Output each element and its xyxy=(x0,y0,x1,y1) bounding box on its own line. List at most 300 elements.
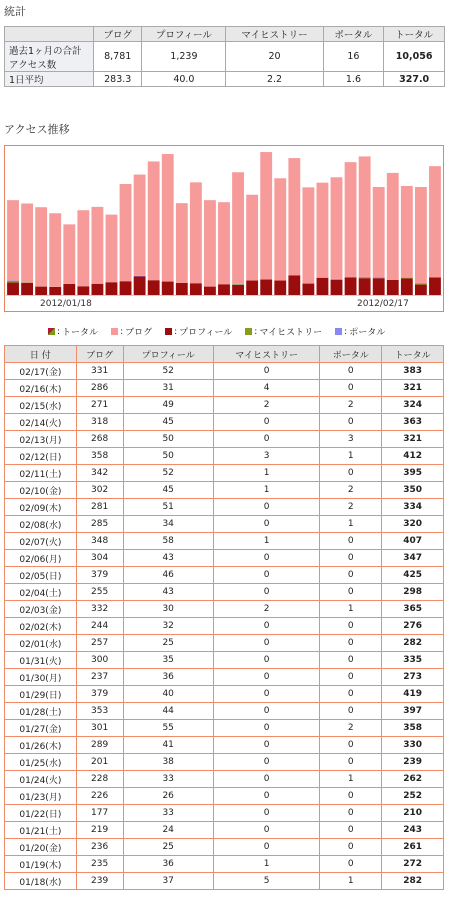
daily-access-table xyxy=(4,345,444,890)
cell-profile: 45 xyxy=(123,482,213,499)
bar-01/29-profile xyxy=(162,282,174,295)
bar-01/19-blog xyxy=(21,204,33,283)
table-row xyxy=(5,703,444,720)
cell-profile: 52 xyxy=(123,465,213,482)
legend-swatch-total xyxy=(48,328,55,335)
table-row xyxy=(5,618,444,635)
legend-text-profile: プロフィール xyxy=(179,328,233,338)
cell-total: 321 xyxy=(382,431,444,448)
cell-history: 1 xyxy=(213,533,320,550)
bar-01/29-blog xyxy=(162,154,174,281)
bar-02/12-profile xyxy=(359,278,371,295)
cell-date: 01/19(木) xyxy=(5,856,77,873)
cell-total: 419 xyxy=(382,686,444,703)
bar-02/03-history xyxy=(232,284,244,285)
cell-date: 01/30(月) xyxy=(5,669,77,686)
cell-profile: 46 xyxy=(123,567,213,584)
cell-history: 5 xyxy=(213,873,320,890)
cell-date: 02/09(木) xyxy=(5,499,77,516)
bar-01/18-profile xyxy=(7,283,19,295)
cell-blog: 281 xyxy=(76,499,123,516)
cell-date: 01/20(金) xyxy=(5,839,77,856)
summary-header-profile: プロフィール xyxy=(142,27,226,42)
bar-01/23-blog xyxy=(77,210,89,286)
cell-blog: 257 xyxy=(76,635,123,652)
cell-portal: 0 xyxy=(320,686,382,703)
cell-portal: 0 xyxy=(320,465,382,482)
table-row xyxy=(5,584,444,601)
table-row xyxy=(5,601,444,618)
cell-profile: 41 xyxy=(123,737,213,754)
table-row xyxy=(5,822,444,839)
cell-portal: 0 xyxy=(320,669,382,686)
cell-portal: 2 xyxy=(320,499,382,516)
summary-cell-profile: 40.0 xyxy=(142,72,226,87)
bar-01/18-blog xyxy=(7,200,19,280)
cell-date: 02/16(木) xyxy=(5,380,77,397)
cell-portal: 0 xyxy=(320,363,382,380)
cell-history: 0 xyxy=(213,737,320,754)
cell-profile: 38 xyxy=(123,754,213,771)
cell-history: 0 xyxy=(213,363,320,380)
cell-portal: 0 xyxy=(320,584,382,601)
cell-profile: 32 xyxy=(123,618,213,635)
bar-01/27-profile xyxy=(134,277,146,296)
cell-history: 0 xyxy=(213,584,320,601)
bar-01/20-blog xyxy=(35,207,47,286)
cell-blog: 228 xyxy=(76,771,123,788)
bar-02/09-profile xyxy=(317,278,329,295)
cell-portal: 1 xyxy=(320,873,382,890)
chart-title: アクセス推移 xyxy=(4,123,70,136)
cell-total: 210 xyxy=(382,805,444,822)
cell-date: 02/03(金) xyxy=(5,601,77,618)
cell-blog: 353 xyxy=(76,703,123,720)
table-row xyxy=(5,669,444,686)
cell-total: 252 xyxy=(382,788,444,805)
cell-blog: 201 xyxy=(76,754,123,771)
cell-date: 02/06(月) xyxy=(5,550,77,567)
cell-blog: 255 xyxy=(76,584,123,601)
bar-02/13-blog xyxy=(373,187,385,277)
cell-history: 1 xyxy=(213,465,320,482)
cell-total: 324 xyxy=(382,397,444,414)
cell-total: 282 xyxy=(382,873,444,890)
cell-portal: 0 xyxy=(320,635,382,652)
summary-row-label: 1日平均 xyxy=(5,72,94,87)
cell-blog: 348 xyxy=(76,533,123,550)
cell-date: 01/21(土) xyxy=(5,822,77,839)
bar-01/31-profile xyxy=(190,283,202,295)
summary-header-blank xyxy=(5,27,94,42)
table-row xyxy=(5,805,444,822)
cell-profile: 45 xyxy=(123,414,213,431)
cell-blog: 235 xyxy=(76,856,123,873)
cell-portal: 0 xyxy=(320,805,382,822)
cell-portal: 1 xyxy=(320,771,382,788)
bar-01/25-profile xyxy=(106,282,118,295)
table-row xyxy=(5,856,444,873)
cell-portal: 0 xyxy=(320,533,382,550)
summary-cell-total: 327.0 xyxy=(384,72,445,87)
legend-item-portal xyxy=(335,325,385,338)
bar-01/24-blog xyxy=(91,207,103,284)
cell-portal: 0 xyxy=(320,822,382,839)
cell-total: 298 xyxy=(382,584,444,601)
bar-02/01-blog xyxy=(204,200,216,286)
cell-blog: 226 xyxy=(76,788,123,805)
cell-history: 1 xyxy=(213,856,320,873)
cell-history: 0 xyxy=(213,771,320,788)
bar-02/16-blog xyxy=(415,187,427,283)
bar-02/05-profile xyxy=(260,280,272,295)
cell-portal: 0 xyxy=(320,737,382,754)
cell-date: 02/15(水) xyxy=(5,397,77,414)
bar-01/30-profile xyxy=(176,283,188,295)
cell-profile: 25 xyxy=(123,839,213,856)
legend-sep: : xyxy=(344,326,348,337)
bar-02/09-portal xyxy=(317,277,329,278)
summary-table xyxy=(4,26,445,87)
cell-portal: 1 xyxy=(320,601,382,618)
legend-swatch-blog xyxy=(111,328,118,335)
cell-blog: 268 xyxy=(76,431,123,448)
bar-02/17-profile xyxy=(429,278,441,295)
cell-date: 02/13(月) xyxy=(5,431,77,448)
bar-01/19-profile xyxy=(21,283,33,295)
x-axis-line xyxy=(6,295,442,296)
summary-cell-portal: 1.6 xyxy=(323,72,384,87)
bar-02/13-profile xyxy=(373,278,385,295)
cell-blog: 237 xyxy=(76,669,123,686)
cell-profile: 34 xyxy=(123,516,213,533)
cell-blog: 318 xyxy=(76,414,123,431)
cell-date: 02/08(水) xyxy=(5,516,77,533)
cell-date: 02/12(日) xyxy=(5,448,77,465)
bar-02/06-profile xyxy=(274,281,286,295)
header-blog: ブログ xyxy=(76,346,123,363)
legend-sep: : xyxy=(174,326,178,337)
legend-label-total: : xyxy=(57,326,61,337)
table-row xyxy=(5,635,444,652)
cell-blog: 331 xyxy=(76,363,123,380)
bar-02/12-history xyxy=(359,277,371,278)
cell-total: 347 xyxy=(382,550,444,567)
cell-history: 0 xyxy=(213,822,320,839)
table-row xyxy=(5,397,444,414)
cell-profile: 52 xyxy=(123,363,213,380)
table-row xyxy=(5,771,444,788)
cell-date: 02/17(金) xyxy=(5,363,77,380)
bar-02/08-blog xyxy=(302,187,314,283)
cell-portal: 0 xyxy=(320,618,382,635)
bar-01/27-portal xyxy=(134,276,146,277)
cell-portal: 2 xyxy=(320,482,382,499)
cell-profile: 35 xyxy=(123,652,213,669)
cell-blog: 177 xyxy=(76,805,123,822)
cell-blog: 286 xyxy=(76,380,123,397)
legend-item-history xyxy=(245,325,322,338)
cell-portal: 0 xyxy=(320,414,382,431)
bar-02/14-blog xyxy=(387,173,399,280)
cell-date: 02/11(土) xyxy=(5,465,77,482)
cell-history: 0 xyxy=(213,516,320,533)
cell-total: 407 xyxy=(382,533,444,550)
x-tick-label-start: 2012/01/18 xyxy=(40,299,92,309)
cell-portal: 3 xyxy=(320,431,382,448)
cell-blog: 300 xyxy=(76,652,123,669)
cell-history: 1 xyxy=(213,482,320,499)
cell-profile: 33 xyxy=(123,805,213,822)
summary-cell-blog: 8,781 xyxy=(94,42,142,72)
bar-02/05-blog xyxy=(260,152,272,279)
cell-blog: 302 xyxy=(76,482,123,499)
summary-title: 統計 xyxy=(4,5,26,18)
cell-history: 0 xyxy=(213,805,320,822)
table-row xyxy=(5,839,444,856)
cell-date: 01/27(金) xyxy=(5,720,77,737)
bar-01/26-profile xyxy=(120,281,132,295)
cell-total: 412 xyxy=(382,448,444,465)
cell-profile: 24 xyxy=(123,822,213,839)
cell-portal: 0 xyxy=(320,652,382,669)
access-trend-chart xyxy=(4,145,444,312)
cell-date: 01/24(火) xyxy=(5,771,77,788)
bar-02/10-portal xyxy=(331,279,343,280)
summary-header-row xyxy=(5,27,445,42)
summary-cell-blog: 283.3 xyxy=(94,72,142,87)
legend-text-history: マイヒストリー xyxy=(259,328,323,338)
cell-history: 0 xyxy=(213,567,320,584)
summary-header-history: マイヒストリー xyxy=(226,27,323,42)
cell-date: 02/05(日) xyxy=(5,567,77,584)
cell-total: 239 xyxy=(382,754,444,771)
cell-profile: 33 xyxy=(123,771,213,788)
bar-02/15-history xyxy=(401,278,413,279)
bar-02/15-portal xyxy=(401,277,413,278)
x-tick-label-end: 2012/02/17 xyxy=(357,299,409,309)
cell-portal: 0 xyxy=(320,788,382,805)
bar-01/25-blog xyxy=(106,215,118,283)
table-row xyxy=(5,686,444,703)
summary-cell-total: 10,056 xyxy=(384,42,445,72)
cell-date: 02/02(木) xyxy=(5,618,77,635)
cell-total: 273 xyxy=(382,669,444,686)
cell-profile: 50 xyxy=(123,431,213,448)
summary-cell-portal: 16 xyxy=(323,42,384,72)
cell-portal: 0 xyxy=(320,839,382,856)
cell-blog: 271 xyxy=(76,397,123,414)
summary-cell-history: 20 xyxy=(226,42,323,72)
bar-01/23-profile xyxy=(77,286,89,295)
cell-date: 01/31(火) xyxy=(5,652,77,669)
cell-portal: 1 xyxy=(320,448,382,465)
bar-02/02-blog xyxy=(218,202,230,284)
cell-history: 0 xyxy=(213,618,320,635)
bar-02/04-profile xyxy=(246,281,258,295)
cell-blog: 289 xyxy=(76,737,123,754)
cell-total: 350 xyxy=(382,482,444,499)
table-row xyxy=(5,652,444,669)
cell-date: 01/28(土) xyxy=(5,703,77,720)
header-history: マイヒストリー xyxy=(213,346,320,363)
cell-date: 02/10(金) xyxy=(5,482,77,499)
summary-row-average xyxy=(5,72,445,87)
cell-total: 282 xyxy=(382,635,444,652)
cell-total: 383 xyxy=(382,363,444,380)
table-row xyxy=(5,414,444,431)
cell-history: 0 xyxy=(213,754,320,771)
bar-02/07-blog xyxy=(288,158,300,275)
legend-swatch-portal xyxy=(335,328,342,335)
daily-header-row xyxy=(5,346,444,363)
bar-02/03-blog xyxy=(232,172,244,284)
cell-profile: 43 xyxy=(123,584,213,601)
cell-total: 335 xyxy=(382,652,444,669)
summary-header-blog: ブログ xyxy=(94,27,142,42)
bar-02/17-blog xyxy=(429,166,441,277)
bar-01/27-blog xyxy=(134,175,146,276)
cell-total: 395 xyxy=(382,465,444,482)
cell-blog: 285 xyxy=(76,516,123,533)
bar-02/03-profile xyxy=(232,285,244,295)
summary-row-month xyxy=(5,42,445,72)
cell-date: 02/07(火) xyxy=(5,533,77,550)
cell-profile: 40 xyxy=(123,686,213,703)
cell-total: 365 xyxy=(382,601,444,618)
cell-total: 363 xyxy=(382,414,444,431)
cell-history: 4 xyxy=(213,380,320,397)
cell-portal: 0 xyxy=(320,567,382,584)
bar-01/21-blog xyxy=(49,213,61,287)
cell-total: 358 xyxy=(382,720,444,737)
cell-total: 276 xyxy=(382,618,444,635)
cell-date: 02/01(水) xyxy=(5,635,77,652)
cell-date: 01/22(日) xyxy=(5,805,77,822)
cell-date: 01/26(木) xyxy=(5,737,77,754)
cell-profile: 25 xyxy=(123,635,213,652)
cell-profile: 51 xyxy=(123,499,213,516)
cell-history: 0 xyxy=(213,720,320,737)
cell-blog: 342 xyxy=(76,465,123,482)
legend-swatch-history xyxy=(245,328,252,335)
cell-profile: 30 xyxy=(123,601,213,618)
cell-date: 01/18(水) xyxy=(5,873,77,890)
cell-profile: 36 xyxy=(123,669,213,686)
summary-header-total: トータル xyxy=(384,27,445,42)
summary-row-label: 過去1ヶ月の合計アクセス数 xyxy=(5,42,94,72)
cell-total: 272 xyxy=(382,856,444,873)
cell-blog: 244 xyxy=(76,618,123,635)
table-row xyxy=(5,516,444,533)
legend-text-blog: ブログ xyxy=(125,328,153,338)
cell-profile: 55 xyxy=(123,720,213,737)
cell-total: 320 xyxy=(382,516,444,533)
cell-profile: 36 xyxy=(123,856,213,873)
bar-02/01-profile xyxy=(204,287,216,295)
bar-01/20-profile xyxy=(35,287,47,295)
table-row xyxy=(5,380,444,397)
cell-total: 243 xyxy=(382,822,444,839)
bar-02/11-blog xyxy=(345,162,357,277)
bar-01/18-history xyxy=(7,281,19,283)
cell-total: 334 xyxy=(382,499,444,516)
table-row xyxy=(5,482,444,499)
bar-02/13-portal xyxy=(373,277,385,278)
table-row xyxy=(5,873,444,890)
cell-total: 397 xyxy=(382,703,444,720)
chart-legend xyxy=(48,325,385,338)
table-row xyxy=(5,448,444,465)
cell-portal: 0 xyxy=(320,703,382,720)
legend-swatch-profile xyxy=(165,328,172,335)
cell-blog: 239 xyxy=(76,873,123,890)
cell-portal: 0 xyxy=(320,856,382,873)
cell-portal: 2 xyxy=(320,397,382,414)
cell-date: 01/23(月) xyxy=(5,788,77,805)
table-row xyxy=(5,550,444,567)
bar-02/10-blog xyxy=(331,177,343,279)
legend-text-portal: ポータル xyxy=(349,328,386,338)
cell-blog: 236 xyxy=(76,839,123,856)
cell-total: 330 xyxy=(382,737,444,754)
bar-01/21-profile xyxy=(49,287,61,295)
table-row xyxy=(5,465,444,482)
bar-02/02-profile xyxy=(218,284,230,295)
bar-01/31-blog xyxy=(190,182,202,283)
bar-02/16-profile xyxy=(415,285,427,295)
cell-portal: 0 xyxy=(320,550,382,567)
bar-02/14-profile xyxy=(387,280,399,295)
cell-portal: 2 xyxy=(320,720,382,737)
legend-item-blog xyxy=(111,325,152,338)
cell-history: 0 xyxy=(213,669,320,686)
cell-date: 02/14(火) xyxy=(5,414,77,431)
cell-blog: 379 xyxy=(76,686,123,703)
header-total: トータル xyxy=(382,346,444,363)
bar-01/24-profile xyxy=(91,284,103,295)
bar-02/15-profile xyxy=(401,279,413,295)
header-profile: プロフィール xyxy=(123,346,213,363)
cell-history: 0 xyxy=(213,686,320,703)
cell-profile: 37 xyxy=(123,873,213,890)
bar-01/26-blog xyxy=(120,184,132,281)
cell-profile: 26 xyxy=(123,788,213,805)
table-row xyxy=(5,431,444,448)
table-row xyxy=(5,737,444,754)
cell-blog: 219 xyxy=(76,822,123,839)
cell-history: 0 xyxy=(213,414,320,431)
cell-history: 0 xyxy=(213,652,320,669)
cell-blog: 379 xyxy=(76,567,123,584)
bar-02/04-blog xyxy=(246,195,258,281)
cell-date: 01/25(水) xyxy=(5,754,77,771)
cell-history: 3 xyxy=(213,448,320,465)
cell-total: 425 xyxy=(382,567,444,584)
bar-01/22-blog xyxy=(63,224,75,284)
cell-blog: 332 xyxy=(76,601,123,618)
table-row xyxy=(5,499,444,516)
cell-date: 02/04(土) xyxy=(5,584,77,601)
legend-text-total: トータル xyxy=(62,328,99,338)
cell-profile: 44 xyxy=(123,703,213,720)
cell-history: 0 xyxy=(213,788,320,805)
cell-history: 0 xyxy=(213,550,320,567)
cell-profile: 49 xyxy=(123,397,213,414)
legend-item-profile xyxy=(165,325,232,338)
bar-02/06-blog xyxy=(274,178,286,280)
cell-history: 0 xyxy=(213,499,320,516)
